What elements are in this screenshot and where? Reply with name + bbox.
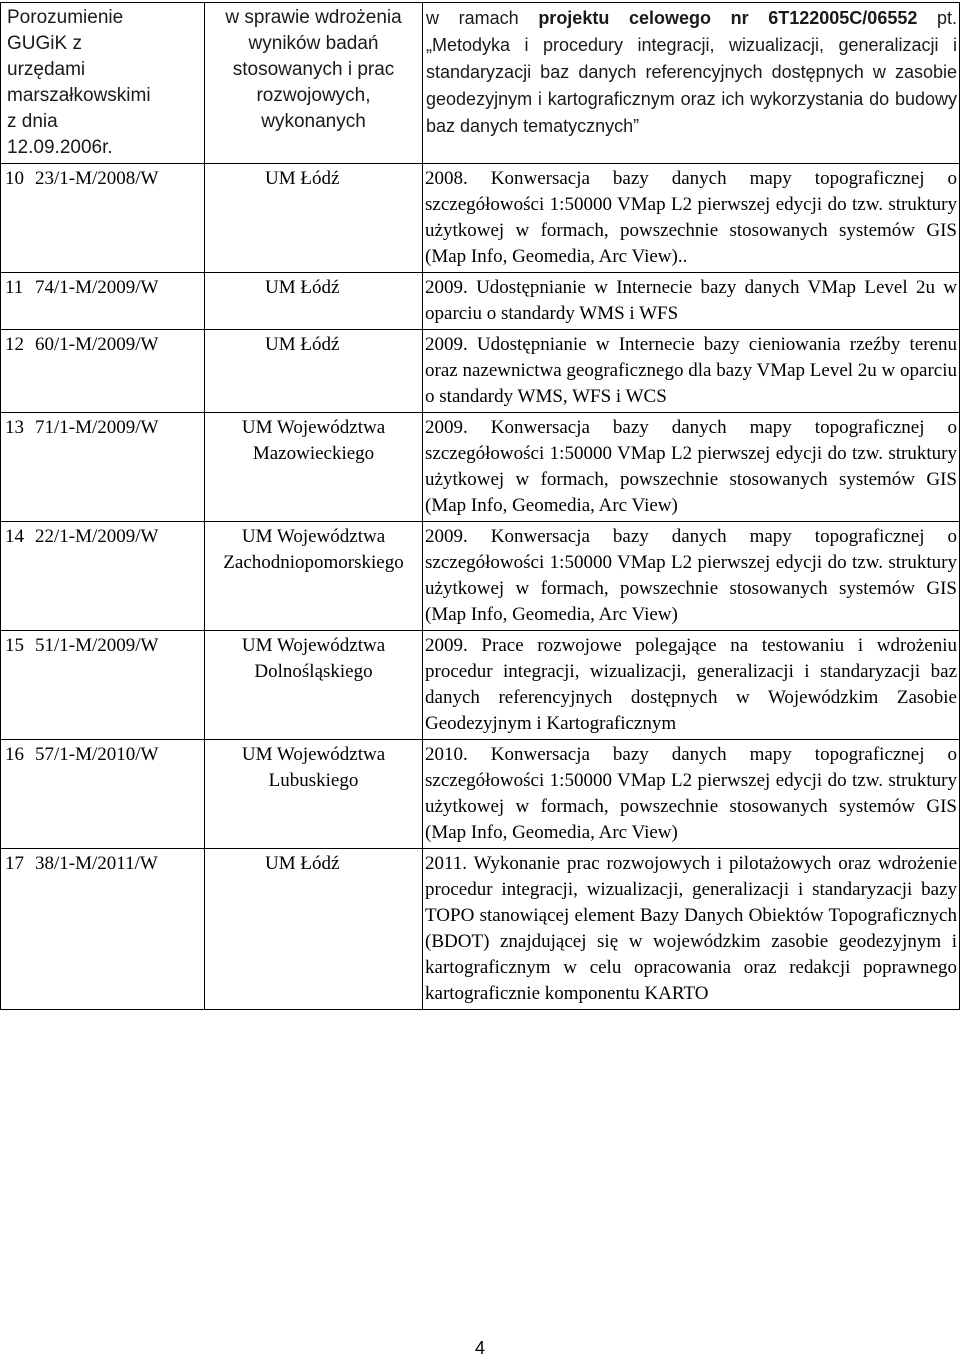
row-description-cell — [423, 849, 960, 1010]
header-scope-cell — [205, 3, 423, 164]
row-id-cell — [1, 164, 205, 273]
row-description: 2010. Konwersacja bazy danych mapy topograficznej o szczegółowości 1:50000 VMap L2 pierwszej edycji do tzw. struktury użytkowej w formach, powszechnie stosowanych systemów GIS (Map Info, Geomedia, Arc View) — [425, 744, 957, 843]
row-office: UM Województwa Mazowieckiego — [241, 417, 386, 464]
row-number: 12 — [5, 334, 24, 355]
row-office-cell — [205, 849, 423, 1010]
table-row — [1, 330, 960, 413]
page-number: 4 — [474, 1338, 485, 1358]
row-id-cell — [1, 740, 205, 849]
table-row — [1, 273, 960, 330]
row-id-cell — [1, 413, 205, 522]
row-signature: 51/1-M/2009/W — [35, 635, 159, 656]
header-project-number: projektu celowego nr 6T122005C/06552 — [538, 8, 918, 28]
row-signature: 60/1-M/2009/W — [35, 334, 159, 355]
row-office-cell — [205, 164, 423, 273]
row-office: UM Łódź — [265, 334, 340, 355]
header-row — [1, 3, 960, 164]
row-office-cell — [205, 413, 423, 522]
agreements-rows — [1, 164, 960, 1010]
row-office: UM Łódź — [265, 277, 340, 298]
row-description-cell — [423, 413, 960, 522]
header-project-title: pt. „Metodyka i procedury integracji, wizualizacji, generalizacji i standaryzacji baz danych referencyjnych dostępnych w zasobie geodezyjnym i kartograficznym oraz ich wykorzystania do budowy baz danych tematycznych” — [426, 8, 958, 136]
row-description-cell — [423, 164, 960, 273]
header-scope-text: w sprawie wdrożenia wyników badań stosowanych i prac rozwojowych, wykonanych — [225, 7, 402, 132]
row-description-cell — [423, 273, 960, 330]
table-row — [1, 631, 960, 740]
row-id-cell — [1, 522, 205, 631]
row-id-cell — [1, 849, 205, 1010]
header-agreement-cell — [1, 3, 205, 164]
row-description-cell — [423, 330, 960, 413]
row-number: 16 — [5, 744, 24, 765]
row-office-cell — [205, 631, 423, 740]
table-row — [1, 522, 960, 631]
row-signature: 57/1-M/2010/W — [35, 744, 159, 765]
row-signature: 23/1-M/2008/W — [35, 168, 159, 189]
row-office: UM Województwa Dolnośląskiego — [241, 635, 386, 682]
row-number: 15 — [5, 635, 24, 656]
row-description-cell — [423, 740, 960, 849]
row-description: 2009. Konwersacja bazy danych mapy topograficznej o szczegółowości 1:50000 VMap L2 pierwszej edycji do tzw. struktury użytkowej w formach, powszechnie stosowanych systemów GIS (Map Info, Geomedia, Arc View) — [425, 526, 957, 625]
row-id-cell — [1, 631, 205, 740]
row-office: UM Łódź — [265, 853, 340, 874]
row-description: 2011. Wykonanie prac rozwojowych i pilotażowych oraz wdrożenie procedur integracji, wizualizacji, generalizacji i standaryzacji bazy TOPO stanowiącej element Bazy Danych Obiektów Topograficznych (BDOT) znajdującej się w wojewódzkim zasobie geodezyjnym i kartograficznym w celu opracowania oraz redakcji poprawnego kartograficznie komponentu KARTO — [425, 853, 957, 1004]
table-row — [1, 164, 960, 273]
row-description: 2008. Konwersacja bazy danych mapy topograficznej o szczegółowości 1:50000 VMap L2 pierwszej edycji do tzw. struktury użytkowej w formach, powszechnie stosowanych systemów GIS (Map Info, Geomedia, Arc View).. — [425, 168, 957, 267]
row-office: UM Województwa Zachodniopomorskiego — [223, 526, 404, 573]
row-office-cell — [205, 330, 423, 413]
row-description: 2009. Udostępnianie w Internecie bazy cieniowania rzeźby terenu oraz nazewnictwa geograficznego dla bazy VMap Level 2u w oparciu o standardy WMS, WFS i WCS — [425, 334, 957, 407]
row-description-cell — [423, 631, 960, 740]
row-number: 14 — [5, 526, 24, 547]
table-row — [1, 413, 960, 522]
row-office-cell — [205, 740, 423, 849]
row-number: 10 — [5, 168, 24, 189]
row-number: 13 — [5, 417, 24, 438]
table-row — [1, 849, 960, 1010]
row-signature: 38/1-M/2011/W — [35, 853, 158, 874]
row-description: 2009. Prace rozwojowe polegające na testowaniu i wdrożeniu procedur integracji, wizualizacji, generalizacji i standaryzacji baz danych referencyjnych dostępnych w Wojewódzkim Zasobie Geodezyjnym i Kartograficznym — [425, 635, 957, 734]
row-office-cell — [205, 522, 423, 631]
row-description: 2009. Udostępnianie w Internecie bazy danych VMap Level 2u w oparciu o standardy WMS i WFS — [425, 277, 957, 324]
row-id-cell — [1, 330, 205, 413]
row-id-cell — [1, 273, 205, 330]
row-signature: 74/1-M/2009/W — [35, 277, 159, 298]
row-description-cell — [423, 522, 960, 631]
row-office-cell — [205, 273, 423, 330]
table-row — [1, 740, 960, 849]
row-description: 2009. Konwersacja bazy danych mapy topograficznej o szczegółowości 1:50000 VMap L2 pierwszej edycji do tzw. struktury użytkowej w formach, powszechnie stosowanych systemów GIS (Map Info, Geomedia, Arc View) — [425, 417, 957, 516]
header-project-lead: w ramach — [426, 8, 539, 28]
header-agreement-text: Porozumienie GUGiK z urzędami marszałkowskimi z dnia 12.09.2006r. — [7, 7, 151, 158]
row-number: 17 — [5, 853, 24, 874]
row-office: UM Województwa Lubuskiego — [241, 744, 386, 791]
row-signature: 71/1-M/2009/W — [35, 417, 159, 438]
row-number: 11 — [5, 277, 24, 298]
row-office: UM Łódź — [265, 168, 340, 189]
agreements-table — [0, 2, 960, 1010]
row-signature: 22/1-M/2009/W — [35, 526, 159, 547]
header-project-cell — [423, 3, 960, 164]
